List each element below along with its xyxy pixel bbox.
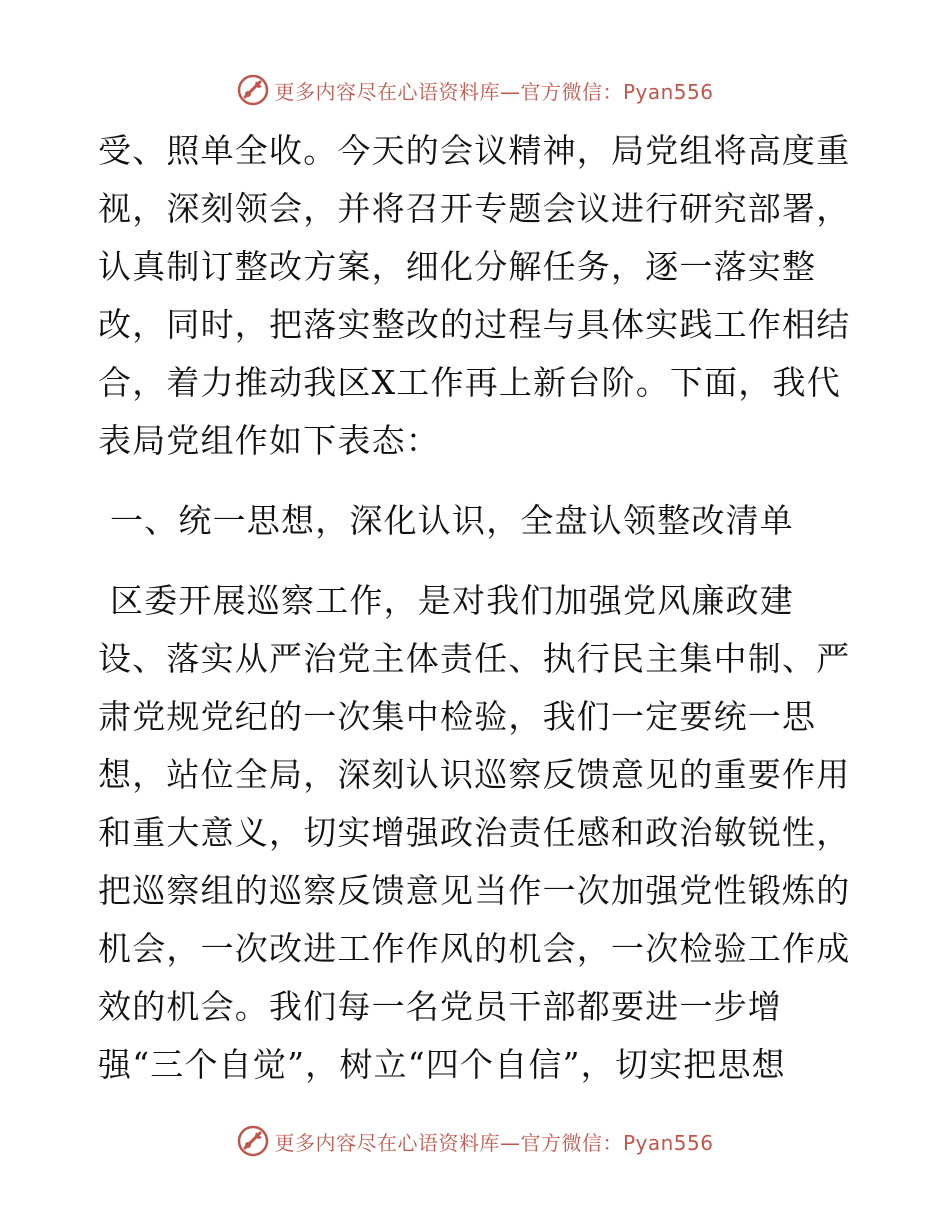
watermark-wechat: 官方微信：Pyan556 [520,79,714,104]
document-body [98,122,858,1094]
watermark-wechat: 官方微信：Pyan556 [520,1130,714,1155]
logo-icon [236,1124,270,1158]
paragraph-line: 设、落实从严治党主体责任、执行民主集中制、严 [98,639,851,678]
paragraph-line: 视，深刻领会，并将召开专题会议进行研究部署， [98,189,851,228]
watermark-separator: — [499,1130,521,1155]
paragraph-line: 想，站位全局，深刻认识巡察反馈意见的重要作用 [98,755,851,794]
watermark-text: 更多内容尽在心语资料库 [274,79,500,104]
watermark-separator: — [499,79,521,104]
paragraph-line: 把巡察组的巡察反馈意见当作一次加强党性锻炼的 [98,871,851,910]
watermark-text: 更多内容尽在心语资料库 [274,1130,500,1155]
logo-icon [236,73,270,107]
paragraph-line: 效的机会。我们每一名党员干部都要进一步增 [98,987,782,1026]
paragraph-line: 合，着力推动我区X工作再上新台阶。下面，我代 [98,363,841,402]
paragraph-line: 受、照单全收。今天的会议精神，局党组将高度重 [98,131,851,170]
paragraph-line: 肃党规党纪的一次集中检验，我们一定要统一思 [98,697,817,736]
section-heading: 一、统一思想，深化认识，全盘认领整改清单 [110,501,794,540]
paragraph-line: 强“三个自觉”，树立“四个自信”，切实把思想 [98,1045,786,1084]
paragraph-line: 区委开展巡察工作，是对我们加强党风廉政建 [110,581,794,620]
footer-watermark [0,1121,950,1161]
paragraph-line: 和重大意义，切实增强政治责任感和政治敏锐性， [98,813,851,852]
header-watermark [0,70,950,110]
paragraph-line: 机会，一次改进工作作风的机会，一次检验工作成 [98,929,851,968]
paragraph-line: 表局党组作如下表态： [98,421,440,460]
paragraph-line: 改，同时，把落实整改的过程与具体实践工作相结 [98,305,851,344]
paragraph-line: 认真制订整改方案，细化分解任务，逐一落实整 [98,247,817,286]
